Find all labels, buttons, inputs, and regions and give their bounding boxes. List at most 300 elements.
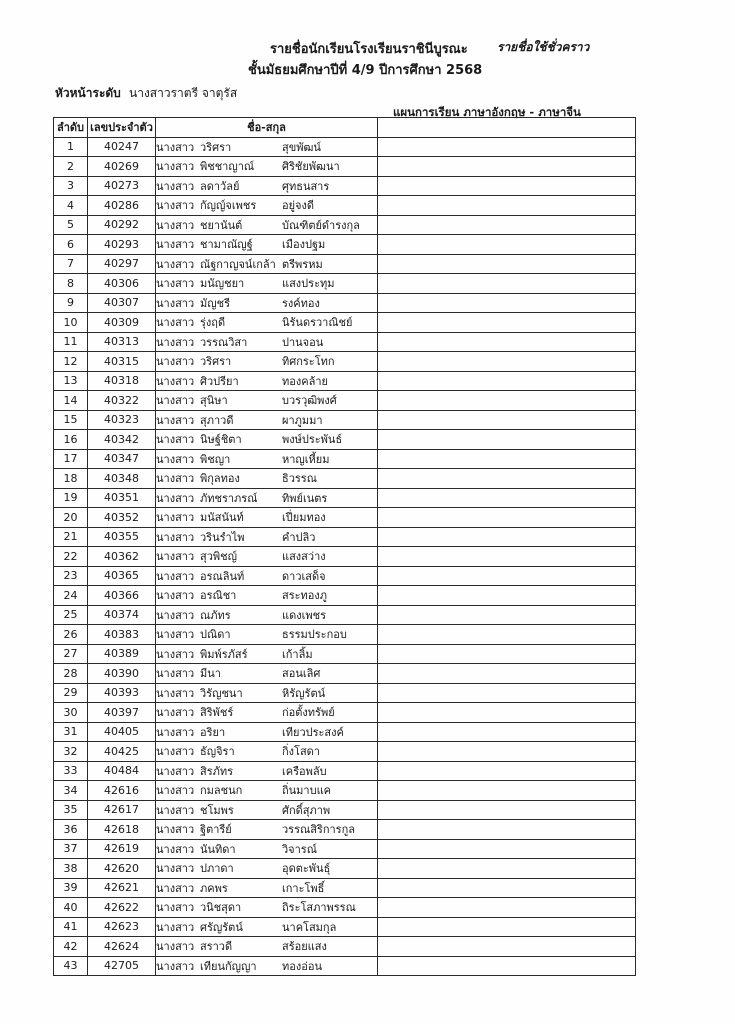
row-number: 43	[54, 956, 88, 976]
student-id: 40307	[88, 293, 156, 313]
name-prefix: นางสาว	[156, 413, 195, 427]
blank-cell	[378, 644, 636, 664]
blank-cell	[378, 664, 636, 684]
student-name	[156, 781, 378, 801]
name-prefix: นางสาว	[156, 277, 195, 291]
blank-cell	[378, 391, 636, 411]
first-name: ณภัทร	[200, 608, 231, 622]
first-name: ลดาวัลย์	[200, 179, 240, 193]
name-prefix: นางสาว	[156, 355, 195, 369]
row-number: 27	[54, 644, 88, 664]
student-id: 40292	[88, 215, 156, 235]
blank-cell	[378, 508, 636, 528]
table-row	[54, 508, 636, 528]
last-name: สร้อยแสง	[282, 940, 327, 954]
name-prefix: นางสาว	[156, 140, 195, 154]
student-name	[156, 664, 378, 684]
table-row	[54, 332, 636, 352]
first-name: มีนา	[200, 667, 221, 681]
student-id: 40355	[88, 527, 156, 547]
last-name: วิจารณ์	[282, 842, 317, 856]
row-number: 10	[54, 313, 88, 333]
student-id: 40315	[88, 352, 156, 372]
table-row	[54, 566, 636, 586]
row-number: 20	[54, 508, 88, 528]
table-row	[54, 644, 636, 664]
blank-cell	[378, 157, 636, 177]
first-name: เทียนกัญญา	[200, 959, 257, 973]
student-id: 40374	[88, 605, 156, 625]
first-name: ภัทชราภรณ์	[200, 491, 258, 505]
first-name: ชโมพร	[200, 803, 234, 817]
student-id: 42618	[88, 820, 156, 840]
student-id: 42619	[88, 839, 156, 859]
blank-cell	[378, 332, 636, 352]
row-number: 26	[54, 625, 88, 645]
blank-cell	[378, 352, 636, 372]
row-number: 15	[54, 410, 88, 430]
name-prefix: นางสาว	[156, 160, 195, 174]
first-name: ปณิดา	[200, 628, 231, 642]
row-number: 41	[54, 917, 88, 937]
row-number: 2	[54, 157, 88, 177]
first-name: พิมพ์รภัสร์	[200, 647, 248, 661]
student-name	[156, 683, 378, 703]
name-prefix: นางสาว	[156, 511, 195, 525]
student-name	[156, 196, 378, 216]
student-id: 40393	[88, 683, 156, 703]
blank-cell	[378, 410, 636, 430]
last-name: แสงประทุม	[282, 277, 335, 291]
table-row	[54, 722, 636, 742]
student-id: 40484	[88, 761, 156, 781]
name-prefix: นางสาว	[156, 628, 195, 642]
table-row	[54, 800, 636, 820]
student-name	[156, 956, 378, 976]
name-prefix: นางสาว	[156, 959, 195, 973]
last-name: ทองอ่อน	[282, 959, 322, 973]
table-row	[54, 742, 636, 762]
blank-cell	[378, 898, 636, 918]
student-id: 40322	[88, 391, 156, 411]
name-prefix: นางสาว	[156, 238, 195, 252]
first-name: ธัญจิรา	[200, 745, 235, 759]
table-row	[54, 859, 636, 879]
student-name	[156, 800, 378, 820]
first-name: กัญญ์จเพชร	[200, 199, 257, 213]
row-number: 3	[54, 176, 88, 196]
student-name	[156, 547, 378, 567]
name-prefix: นางสาว	[156, 218, 195, 232]
student-id: 40425	[88, 742, 156, 762]
student-name	[156, 586, 378, 606]
last-name: ทองคล้าย	[282, 374, 328, 388]
first-name: ศรัญรัตน์	[200, 920, 243, 934]
name-prefix: นางสาว	[156, 823, 195, 837]
table-header-row	[54, 118, 636, 138]
name-prefix: นางสาว	[156, 394, 195, 408]
student-id: 42617	[88, 800, 156, 820]
student-name	[156, 352, 378, 372]
name-prefix: นางสาว	[156, 199, 195, 213]
blank-cell	[378, 917, 636, 937]
student-id: 40293	[88, 235, 156, 255]
homeroom-name: นางสาวราตรี จาตุรัส	[129, 86, 238, 100]
name-prefix: นางสาว	[156, 491, 195, 505]
last-name: เครือพลับ	[282, 764, 327, 778]
table-row	[54, 371, 636, 391]
row-number: 12	[54, 352, 88, 372]
name-prefix: นางสาว	[156, 881, 195, 895]
last-name: เก้าลิ้ม	[282, 647, 313, 661]
student-name	[156, 625, 378, 645]
last-name: ถิ่นมาบแค	[282, 784, 332, 798]
student-name	[156, 527, 378, 547]
name-prefix: นางสาว	[156, 706, 195, 720]
student-id: 40306	[88, 274, 156, 294]
student-name	[156, 839, 378, 859]
name-prefix: นางสาว	[156, 842, 195, 856]
student-id: 40366	[88, 586, 156, 606]
student-name	[156, 488, 378, 508]
student-id: 40323	[88, 410, 156, 430]
name-prefix: นางสาว	[156, 920, 195, 934]
table-row	[54, 937, 636, 957]
name-prefix: นางสาว	[156, 608, 195, 622]
first-name: อรณลินท์	[200, 569, 245, 583]
student-name	[156, 157, 378, 177]
student-name	[156, 274, 378, 294]
last-name: ธิวรรณ	[282, 472, 317, 486]
last-name: ผาภูมมา	[282, 413, 323, 427]
student-name	[156, 937, 378, 957]
student-name	[156, 371, 378, 391]
student-name	[156, 449, 378, 469]
first-name: วริศรา	[200, 355, 232, 369]
table-row	[54, 605, 636, 625]
last-name: บวรวุฒิพงศ์	[282, 394, 337, 408]
last-name: สอนเลิศ	[282, 667, 321, 681]
blank-cell	[378, 605, 636, 625]
table-row	[54, 157, 636, 177]
student-id: 40342	[88, 430, 156, 450]
last-name: กิ่งโสดา	[282, 745, 320, 759]
student-name	[156, 644, 378, 664]
first-name: พิกุลทอง	[200, 472, 240, 486]
header-student-id: เลขประจำตัว	[88, 118, 156, 138]
student-name	[156, 722, 378, 742]
student-name	[156, 761, 378, 781]
table-row	[54, 196, 636, 216]
name-prefix: นางสาว	[156, 764, 195, 778]
row-number: 32	[54, 742, 88, 762]
last-name: ธรรมประกอบ	[282, 628, 347, 642]
first-name: วนิชสุดา	[200, 901, 242, 915]
blank-cell	[378, 254, 636, 274]
table-row	[54, 586, 636, 606]
table-row	[54, 235, 636, 255]
table-row	[54, 625, 636, 645]
table-row	[54, 527, 636, 547]
first-name: มัญชรี	[200, 296, 230, 310]
blank-cell	[378, 488, 636, 508]
last-name: ตรีพรหม	[282, 257, 323, 271]
student-name	[156, 176, 378, 196]
header-order: ลำดับ	[54, 118, 88, 138]
name-prefix: นางสาว	[156, 901, 195, 915]
student-id: 40348	[88, 469, 156, 489]
first-name: สราวดี	[200, 940, 233, 954]
table-row	[54, 352, 636, 372]
row-number: 19	[54, 488, 88, 508]
first-name: วริศรา	[200, 140, 232, 154]
first-name: พิชญา	[200, 452, 231, 466]
student-name	[156, 878, 378, 898]
name-prefix: นางสาว	[156, 550, 195, 564]
student-id: 40273	[88, 176, 156, 196]
row-number: 37	[54, 839, 88, 859]
student-id: 40313	[88, 332, 156, 352]
row-number: 35	[54, 800, 88, 820]
student-name	[156, 313, 378, 333]
first-name: อริยา	[200, 725, 226, 739]
last-name: ทิศกระโทก	[282, 355, 335, 369]
name-prefix: นางสาว	[156, 745, 195, 759]
student-id: 42624	[88, 937, 156, 957]
last-name: ปานจอน	[282, 335, 324, 349]
last-name: ก่อตั้งทรัพย์	[282, 706, 335, 720]
row-number: 6	[54, 235, 88, 255]
blank-cell	[378, 430, 636, 450]
name-prefix: นางสาว	[156, 296, 195, 310]
student-id: 40405	[88, 722, 156, 742]
student-id: 40269	[88, 157, 156, 177]
last-name: นาคโสมกุล	[282, 920, 337, 934]
blank-cell	[378, 722, 636, 742]
first-name: สิริพัชร์	[200, 706, 234, 720]
student-name	[156, 703, 378, 723]
header-blank	[378, 118, 636, 138]
student-id: 40247	[88, 137, 156, 157]
blank-cell	[378, 781, 636, 801]
student-id: 40362	[88, 547, 156, 567]
last-name: เกาะโพธิ์	[282, 881, 325, 895]
table-row	[54, 781, 636, 801]
temporary-list-tag: รายชื่อใช้ชั่วคราว	[497, 40, 590, 54]
student-id: 40390	[88, 664, 156, 684]
last-name: ดาวเสด็จ	[282, 569, 326, 583]
last-name: เมืองปฐม	[282, 238, 326, 252]
last-name: แดงเพชร	[282, 608, 326, 622]
study-plan: แผนการเรียน ภาษาอังกฤษ - ภาษาจีน	[393, 105, 581, 119]
blank-cell	[378, 800, 636, 820]
name-prefix: นางสาว	[156, 569, 195, 583]
student-name	[156, 859, 378, 879]
student-name	[156, 391, 378, 411]
blank-cell	[378, 956, 636, 976]
name-prefix: นางสาว	[156, 374, 195, 388]
first-name: สุวพิชญ์	[200, 550, 237, 564]
first-name: นิษฐ์ชิตา	[200, 433, 242, 447]
table-row	[54, 449, 636, 469]
last-name: หาญเหี้ยม	[282, 452, 330, 466]
last-name: อยู่จงดี	[282, 199, 315, 213]
row-number: 21	[54, 527, 88, 547]
last-name: อุดตะพันธุ์	[282, 862, 331, 876]
first-name: กมลชนก	[200, 784, 243, 798]
student-name	[156, 917, 378, 937]
name-prefix: นางสาว	[156, 803, 195, 817]
row-number: 36	[54, 820, 88, 840]
first-name: สิรภัทร	[200, 764, 234, 778]
student-name	[156, 469, 378, 489]
first-name: ฐิตารีย์	[200, 823, 232, 837]
student-id: 40309	[88, 313, 156, 333]
row-number: 17	[54, 449, 88, 469]
last-name: สระทองภู	[282, 589, 328, 603]
student-name	[156, 430, 378, 450]
name-prefix: นางสาว	[156, 647, 195, 661]
student-name	[156, 742, 378, 762]
name-prefix: นางสาว	[156, 667, 195, 681]
row-number: 30	[54, 703, 88, 723]
last-name: คำปลิว	[282, 530, 316, 544]
table-row	[54, 898, 636, 918]
student-id: 42620	[88, 859, 156, 879]
row-number: 18	[54, 469, 88, 489]
blank-cell	[378, 547, 636, 567]
row-number: 40	[54, 898, 88, 918]
blank-cell	[378, 566, 636, 586]
row-number: 9	[54, 293, 88, 313]
student-id: 40383	[88, 625, 156, 645]
student-name	[156, 605, 378, 625]
row-number: 31	[54, 722, 88, 742]
student-name	[156, 508, 378, 528]
first-name: นันทิดา	[200, 842, 236, 856]
student-id: 42621	[88, 878, 156, 898]
student-name	[156, 137, 378, 157]
blank-cell	[378, 196, 636, 216]
table-row	[54, 488, 636, 508]
first-name: วรินรำไพ	[200, 530, 245, 544]
blank-cell	[378, 586, 636, 606]
blank-cell	[378, 293, 636, 313]
row-number: 24	[54, 586, 88, 606]
student-id: 40365	[88, 566, 156, 586]
name-prefix: นางสาว	[156, 316, 195, 330]
first-name: ชามาณัญฐ์	[200, 238, 253, 252]
first-name: พิชชาญาณ์	[200, 160, 255, 174]
student-id: 42622	[88, 898, 156, 918]
table-row	[54, 664, 636, 684]
name-prefix: นางสาว	[156, 862, 195, 876]
blank-cell	[378, 859, 636, 879]
student-id: 40286	[88, 196, 156, 216]
student-id: 40347	[88, 449, 156, 469]
first-name: สุภาวดี	[200, 413, 234, 427]
row-number: 11	[54, 332, 88, 352]
row-number: 5	[54, 215, 88, 235]
table-row	[54, 176, 636, 196]
name-prefix: นางสาว	[156, 530, 195, 544]
document-title: รายชื่อนักเรียนโรงเรียนราชินีบูรณะ	[270, 42, 468, 57]
blank-cell	[378, 703, 636, 723]
first-name: ศิวปรียา	[200, 374, 239, 388]
first-name: อรณิชา	[200, 589, 237, 603]
row-number: 8	[54, 274, 88, 294]
table-row	[54, 430, 636, 450]
last-name: ถิระโสภาพรรณ	[282, 901, 356, 915]
name-prefix: นางสาว	[156, 686, 195, 700]
table-row	[54, 391, 636, 411]
table-row	[54, 410, 636, 430]
row-number: 23	[54, 566, 88, 586]
student-name	[156, 566, 378, 586]
student-name	[156, 898, 378, 918]
name-prefix: นางสาว	[156, 335, 195, 349]
table-row	[54, 547, 636, 567]
first-name: รุ่งฤดี	[200, 316, 226, 330]
table-row	[54, 254, 636, 274]
table-row	[54, 469, 636, 489]
blank-cell	[378, 742, 636, 762]
table-row	[54, 683, 636, 703]
last-name: รงค์ทอง	[282, 296, 320, 310]
homeroom-label: หัวหน้าระดับ	[55, 86, 121, 100]
table-row	[54, 215, 636, 235]
row-number: 39	[54, 878, 88, 898]
student-id: 40351	[88, 488, 156, 508]
first-name: ณัฐกาญจน์เกล้า	[200, 257, 276, 271]
student-name	[156, 410, 378, 430]
blank-cell	[378, 137, 636, 157]
student-name	[156, 332, 378, 352]
blank-cell	[378, 625, 636, 645]
roster-body	[54, 137, 636, 976]
blank-cell	[378, 937, 636, 957]
table-row	[54, 820, 636, 840]
row-number: 16	[54, 430, 88, 450]
student-id: 40389	[88, 644, 156, 664]
student-id: 40352	[88, 508, 156, 528]
table-row	[54, 761, 636, 781]
class-subtitle: ชั้นมัธยมศึกษาปีที่ 4/9 ปีการศึกษา 2568	[248, 63, 483, 78]
student-id: 40297	[88, 254, 156, 274]
blank-cell	[378, 313, 636, 333]
blank-cell	[378, 878, 636, 898]
last-name: บัณฑิตย์ดำรงกุล	[282, 218, 360, 232]
last-name: เปี่ยมทอง	[282, 511, 326, 525]
last-name: ศุทธนสาร	[282, 179, 330, 193]
row-number: 42	[54, 937, 88, 957]
row-number: 25	[54, 605, 88, 625]
last-name: วรรณสิริการกูล	[282, 823, 355, 837]
first-name: มนัญชยา	[200, 277, 245, 291]
name-prefix: นางสาว	[156, 725, 195, 739]
table-row	[54, 839, 636, 859]
blank-cell	[378, 820, 636, 840]
blank-cell	[378, 449, 636, 469]
row-number: 33	[54, 761, 88, 781]
student-id: 42616	[88, 781, 156, 801]
last-name: ทิพย์เนตร	[282, 491, 328, 505]
row-number: 34	[54, 781, 88, 801]
first-name: มนัสนันท์	[200, 511, 244, 525]
last-name: หิรัญรัตน์	[282, 686, 326, 700]
first-name: วิรัญชนา	[200, 686, 243, 700]
row-number: 7	[54, 254, 88, 274]
